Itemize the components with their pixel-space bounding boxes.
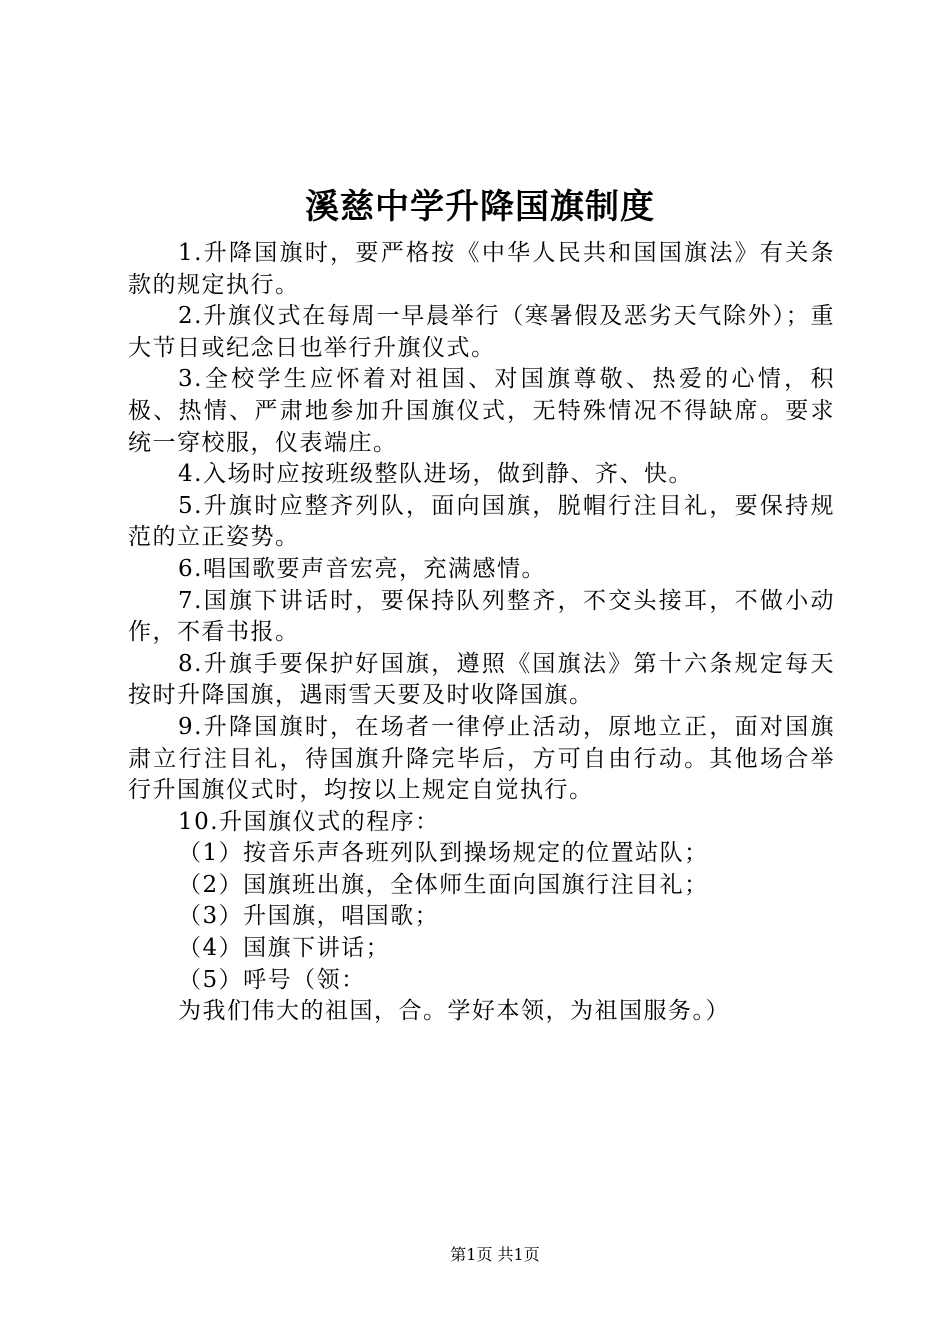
- paragraph-8: 8.升旗手要保护好国旗，遵照《国旗法》第十六条规定每天按时升降国旗，遇雨雪天要及时收降国旗。: [128, 650, 835, 709]
- document-title: 溪慈中学升降国旗制度: [305, 187, 655, 227]
- procedure-slogan: 为我们伟大的祖国，合。学好本领，为祖国服务。）: [178, 998, 730, 1025]
- paragraph-7: 7.国旗下讲话时，要保持队列整齐，不交头接耳，不做小动作，不看书报。: [128, 587, 835, 646]
- paragraph-1: 1.升降国旗时，要严格按《中华人民共和国国旗法》有关条款的规定执行。: [128, 240, 835, 298]
- page-footer: 第1页 共1页: [450, 1245, 540, 1264]
- procedure-step-2: （2）国旗班出旗，全体师生面向国旗行注目礼；: [178, 871, 709, 898]
- paragraph-4: 4.入场时应按班级整队进场，做到静、齐、快。: [178, 461, 693, 488]
- paragraph-2: 2.升旗仪式在每周一早晨举行（寒暑假及恶劣天气除外）；重大节日或纪念日也举行升旗仪式。: [128, 303, 835, 361]
- document-body: [128, 238, 835, 1028]
- paragraph-5: 5.升旗时应整齐列队，面向国旗，脱帽行注目礼，要保持规范的立正姿势。: [128, 492, 835, 551]
- paragraph-3: 3.全校学生应怀着对祖国、对国旗尊敬、热爱的心情，积极、热情、严肃地参加升国旗仪式，无特殊情况不得缺席。要求统一穿校服，仪表端庄。: [128, 366, 835, 456]
- paragraph-10: 10.升国旗仪式的程序：: [178, 808, 440, 835]
- paragraph-9: 9.升降国旗时，在场者一律停止活动，原地立正，面对国旗肃立行注目礼，待国旗升降完毕后，方可自由行动。其他场合举行升国旗仪式时，均按以上规定自觉执行。: [128, 713, 835, 804]
- procedure-step-3: （3）升国旗，唱国歌；: [178, 903, 440, 930]
- procedure-step-5: （5）呼号（领：: [178, 966, 366, 993]
- procedure-step-1: （1）按音乐声各班列队到操场规定的位置站队；: [178, 840, 709, 867]
- procedure-step-4: （4）国旗下讲话；: [178, 935, 391, 962]
- paragraph-6: 6.唱国歌要声音宏亮，充满感情。: [178, 555, 546, 582]
